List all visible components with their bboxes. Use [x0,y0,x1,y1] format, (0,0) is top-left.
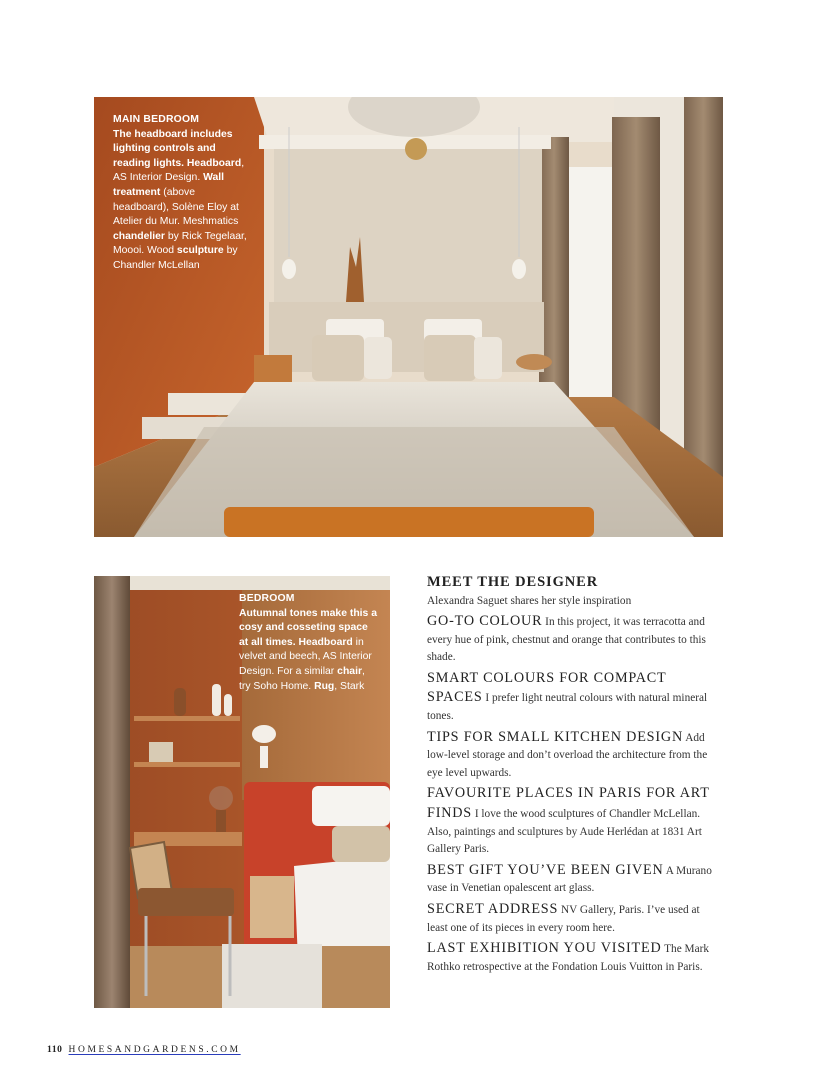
credit-text: by Rick Tegelaar, Moooi. Wood [113,230,247,257]
meet-the-designer-article [427,572,717,978]
qa-question: TIPS FOR SMALL KITCHEN DESIGN [427,728,683,745]
page-number: 110 [47,1045,63,1055]
qa-answer: The Mark Rothko retrospective at the Fondation Louis Vuitton in Paris. [427,943,710,973]
credit-text: , AS Interior Design. [113,157,245,184]
qa-answer: A Murano vase in Venetian opalescent art glass. [427,864,712,895]
website-link[interactable]: HOMESANDGARDENS.COM [68,1045,241,1055]
qa-answer: NV Gallery, Paris. I’ve used at least one of its pieces in every room here. [427,903,700,934]
bedroom-photo [94,576,390,1008]
qa-question: GO-TO COLOUR [427,613,543,629]
article-intro: Alexandra Saguet shares her style inspiration [427,595,632,607]
credit-label: chair [337,665,363,677]
qa-item [427,784,717,858]
page-footer [47,1045,241,1055]
credit-text: by Chandler McLellan [113,245,238,271]
credit-text: (above headboard), Solène Eloy at Atelier du Mur. Meshmatics [113,186,239,228]
main-bedroom-photo [94,97,723,537]
credit-label: Wall treatment [113,172,225,198]
qa-question: BEST GIFT YOU’VE BEEN GIVEN [427,861,664,878]
article-heading: MEET THE DESIGNER [427,574,599,590]
qa-answer: I love the wood sculptures of Chandler McLellan. Also, paintings and sculptures by Aude Herlédan at 1831 Art Gallery Paris. [427,807,702,856]
qa-question: SECRET ADDRESS [427,900,559,917]
qa-answer: In this project, it was terracotta and every hue of pink, chestnut and orange that contributes to this shade. [427,616,706,664]
qa-item [427,669,717,726]
caption-title: BEDROOM [239,593,295,604]
credit-label: chandelier [113,230,165,242]
qa-item [427,728,717,783]
qa-question: LAST EXHIBITION YOU VISITED [427,940,662,957]
bedroom-caption [239,592,377,694]
main-bedroom-caption [113,113,251,274]
qa-item [427,861,717,898]
qa-item [427,900,717,937]
qa-item [427,612,717,667]
caption-title: MAIN BEDROOM [113,114,200,125]
credit-label: sculpture [176,245,224,257]
credit-label: Headboard [186,157,242,169]
caption-intro: Autumnal tones make this a cosy and cosseting space at all times. [239,607,377,648]
credit-label: Rug [314,680,335,692]
qa-answer: I prefer light neutral colours with natural mineral tones. [427,692,708,722]
qa-answer: Add low-level storage and don’t overload the architecture from the eye level upwards. [427,731,708,779]
caption-intro: The headboard includes lighting controls and reading lights. [113,128,233,169]
credit-text: , try Soho Home. [239,665,365,692]
qa-item [427,939,717,976]
qa-question: SMART COLOURS FOR COMPACT SPACES [427,669,667,706]
qa-question: FAVOURITE PLACES IN PARIS FOR ART FINDS [427,785,710,821]
credit-label: Headboard [298,636,353,648]
credit-text: , Stark [334,680,365,692]
credit-text: in velvet and beech, AS Interior Design. For a similar [239,636,372,677]
